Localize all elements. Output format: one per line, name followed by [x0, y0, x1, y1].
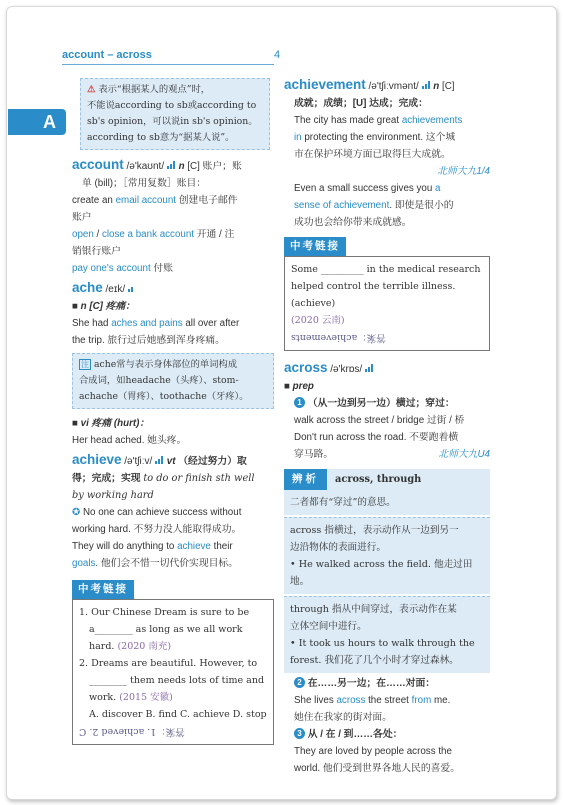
- page-number: 4: [274, 49, 281, 61]
- exam-link-left: 中考链接 1. Our Chinese Dream is sure to be a________ as long as we all work hard. (2020 南充) 2. Dreams are beautiful. However, to ________ them needs lots of time and work. (2015 安徽) A. discover B. find C. achieve D. stop 答案：1. achieved 2. C: [72, 580, 274, 745]
- usage-note-according: ⚠ 表示“根据某人的观点”时， 不能说according to sb或according to sb's opinion，可以说in sb's opinion。 according to sb意为“据某人说”。: [80, 78, 270, 150]
- entry-achieve: achieve /ə'tʃiːv/ vt （经过努力）取 得；完成；实现 to do or finish sth well by working hard ✪ No one can achieve success without working hard. 不努力没人能取得成功。 They will do anything to achieve their goals. 他们会不惜一切代价实现目标。: [72, 452, 255, 569]
- right-column: [284, 76, 490, 777]
- left-column: [72, 74, 274, 745]
- distinction-box: 二者都有“穿过”的意思。: [284, 490, 490, 515]
- frequency-icon: [155, 456, 164, 464]
- exam-link-right: 中考链接 Some _________ in the medical research helped control the terrible illness. (achieve) (2020 云南) 答案：achievements: [284, 237, 490, 351]
- entry-account: account /ə'kaʊnt/ n [C] 账户；账 单 (bill)；［常用复数］账目： create an email account 创建电子邮件 账户 open / close a bank account 开通 / 注 销银行账户 pay one's account 付账: [72, 157, 242, 274]
- phonetic: /ə'kaʊnt/: [126, 161, 165, 172]
- letter-tab: A: [8, 109, 66, 135]
- gear-icon: ✪: [72, 507, 81, 518]
- warning-icon: ⚠: [87, 84, 96, 95]
- frequency-icon: [128, 284, 137, 292]
- page-header: [62, 49, 292, 61]
- entry-ache: ache /eɪk/ ■ n [C] 疼痛： She had aches and pains all over after the trip. 旅行过后她感到浑身疼痛。 注 ache常与表示身体部位的单词构成 合成词，如headache（头疼）、stom- achache（胃疼）、toothache（牙疼）。 ■ vi 疼痛 (hurt)： Her head ached. 她头疼。: [72, 279, 274, 449]
- frequency-icon: [167, 161, 176, 169]
- answer-upside-down: 答案：1. achieved 2. C: [79, 726, 185, 737]
- header-range: account – across: [62, 49, 152, 61]
- frequency-icon: [422, 81, 431, 89]
- usage-note-ache: 注 ache常与表示身体部位的单词构成 合成词，如headache（头疼）、stom- achache（胃疼）、toothache（牙疼）。: [72, 353, 274, 409]
- headword: account: [72, 157, 124, 172]
- entry-across: across /ə'krɒs/ ■ prep 1 （从一边到另一边）横过；穿过： walk across the street / bridge 过街 / 桥 Don't run across the road. 不要跑着横 穿马路。 北师大九U4 辨析 across, through 二者都有“穿过”的意思。 across 指横过，表示动作从一边到另一 边沿物体的表面进行。 • He walked across the field. 他走过田地。 through 指从中间穿过，表示动作在某 立体空间中进行。 • It took us hours to walk through the forest. 我们花了几个小时才穿过森林。 2 在……另一边；在……对面： She lives across the street from me. 她住在我家的街对面。 3 从 / 在 / 到……各处： They are loved by people across the world. 他们受到世界各地人民的喜爱。: [284, 360, 490, 774]
- frequency-icon: [365, 364, 374, 372]
- header-rule: [62, 64, 274, 65]
- distinction-box-header: 辨析 across, through: [284, 469, 490, 490]
- entry-achievement: achievement /ə'tʃiːvmənt/ n [C] 成就；成绩；[U] 达成；完成： The city has made great achievements in protecting the environment. 这个城 市在保护环境方面已取得巨大成就。 北师大九1/4 Even a small success gives you a sense of achievement. 即使是很小的 成功也会给你带来成就感。: [284, 77, 490, 228]
- answer-upside-down: 答案：achievements: [291, 332, 386, 343]
